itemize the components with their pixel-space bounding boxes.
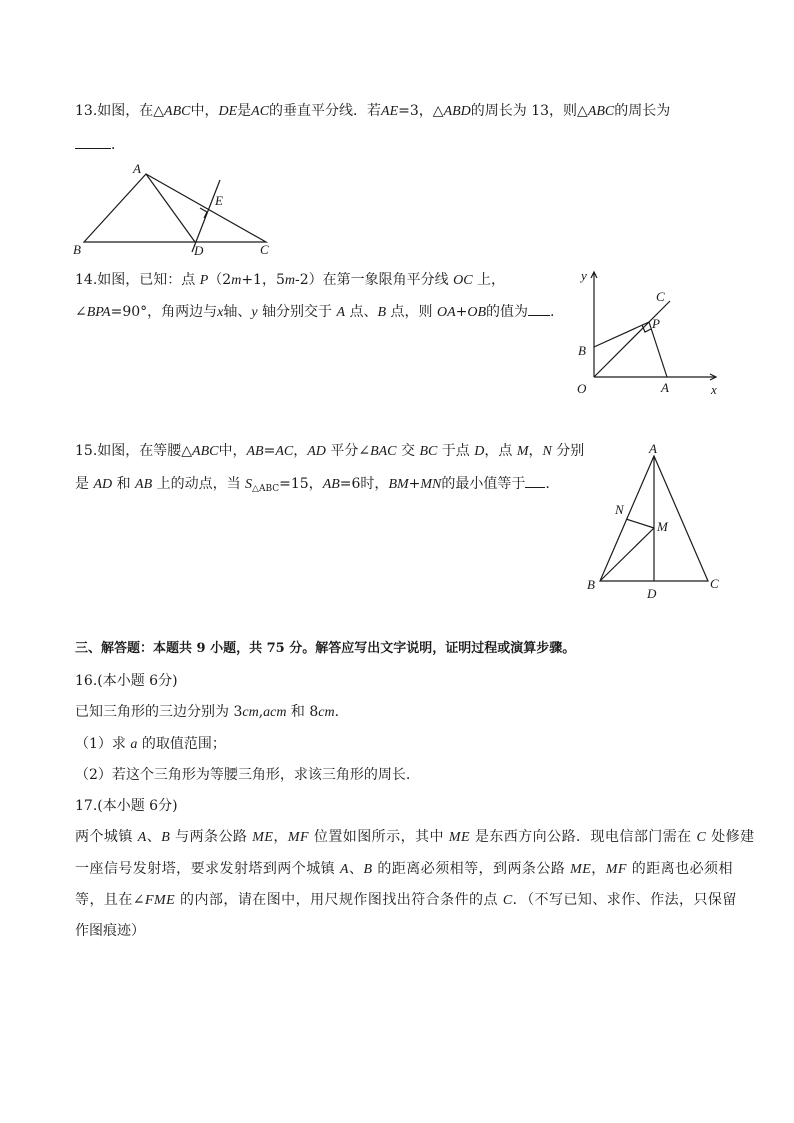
- segment-pb: [594, 322, 649, 347]
- text: ABD: [443, 104, 471, 119]
- text: .: [545, 476, 550, 492]
- q13-stem-line1: [75, 101, 670, 122]
- text: OC: [453, 273, 473, 288]
- q15-stem-line1: [75, 441, 584, 462]
- text: 已知三角形的三边分别为 3: [75, 704, 243, 720]
- text: ．: [111, 137, 125, 153]
- segment-bm: [600, 528, 654, 581]
- text: 于点: [441, 443, 470, 459]
- q17-heading: 17.(本小题 6分): [75, 798, 178, 814]
- text: D: [474, 444, 485, 459]
- text: DE: [218, 104, 238, 119]
- text: 13.如图，在△: [75, 103, 165, 119]
- text: 、: [146, 829, 162, 845]
- text: MN: [420, 477, 442, 492]
- q14-coordinate-figure: [570, 266, 730, 402]
- answer-blank[interactable]: [528, 301, 550, 316]
- text: AB: [322, 477, 340, 492]
- text: AC: [275, 444, 294, 459]
- text: AD: [93, 477, 113, 492]
- text: MF: [605, 862, 627, 877]
- text: AD: [307, 444, 326, 459]
- text: AB: [246, 444, 264, 459]
- label-a: A: [661, 380, 669, 395]
- text: 的最小值等于: [441, 476, 526, 492]
- label-o: O: [577, 381, 587, 396]
- text: 14.如图，已知：点: [75, 272, 196, 288]
- text: ABC: [587, 104, 615, 119]
- text: A: [137, 830, 147, 845]
- text: +1，5: [241, 272, 285, 288]
- q13-triangle-figure: [70, 160, 280, 260]
- label-y: y: [581, 268, 587, 283]
- text: 平分∠: [330, 443, 371, 459]
- text: a: [263, 705, 271, 720]
- text: P: [199, 273, 209, 288]
- text: ABC: [192, 444, 219, 459]
- text: 是: [237, 103, 252, 119]
- text: a: [130, 737, 138, 752]
- q17-stem-line4: 作图痕迹）: [75, 923, 145, 939]
- text: 的周长为: [614, 103, 671, 119]
- label-c: C: [260, 242, 269, 257]
- q15-isosceles-figure: [585, 440, 725, 605]
- text: y: [251, 305, 258, 320]
- label-b: B: [587, 577, 595, 592]
- q16-stem: [75, 702, 339, 723]
- segment-nm: [626, 519, 654, 528]
- q17-stem-line1: [75, 827, 755, 848]
- q16-part2: （2）若这个三角形为等腰三角形，求该三角形的周长.: [75, 767, 411, 783]
- text: OB: [467, 305, 487, 320]
- perpendicular-bisector-de: [192, 180, 220, 252]
- answer-blank[interactable]: [75, 134, 111, 149]
- text: 、: [349, 861, 364, 877]
- text: OA: [436, 305, 456, 320]
- text: ，: [273, 829, 288, 845]
- text: 交: [400, 443, 415, 459]
- text: 的周长为 13，则△: [470, 103, 588, 119]
- text: FME: [144, 893, 176, 908]
- text: ，: [591, 861, 606, 877]
- q14-stem-line1: [75, 270, 505, 291]
- text: BAC: [370, 444, 397, 459]
- text: 上的动点，当: [156, 476, 241, 492]
- text: ，: [293, 443, 308, 459]
- text: 的垂直平分线．若: [269, 103, 382, 119]
- text: MF: [287, 830, 309, 845]
- text: =: [263, 443, 276, 459]
- text: BM: [388, 477, 409, 492]
- q17-stem-line2: [75, 859, 733, 880]
- segment-ad: [146, 174, 195, 242]
- text: 和 8: [286, 704, 319, 720]
- text: 15.如图，在等腰△: [75, 443, 193, 459]
- text: B: [363, 862, 373, 877]
- text: cm: [242, 705, 259, 720]
- text: ∠: [75, 304, 87, 320]
- text: 上，: [477, 272, 505, 288]
- text: A: [340, 862, 350, 877]
- label-a: A: [133, 161, 141, 176]
- right-angle-mark: [642, 325, 651, 332]
- text: 的距离必须相等，到两条公路: [377, 861, 566, 877]
- text: A: [336, 305, 346, 320]
- text: 是: [75, 476, 89, 492]
- text: M: [516, 444, 529, 459]
- text: x: [217, 305, 224, 320]
- text: 轴、: [223, 304, 252, 320]
- label-d: D: [647, 586, 657, 601]
- text: C: [502, 893, 513, 908]
- text: m: [231, 273, 242, 288]
- q15-stem-line2: [75, 473, 550, 499]
- text: 中，: [218, 443, 247, 459]
- label-b: B: [578, 343, 586, 358]
- text: .: [334, 704, 340, 720]
- label-p: P: [652, 316, 660, 331]
- text: （2: [208, 272, 232, 288]
- text: m: [284, 273, 295, 288]
- text: AB: [135, 477, 153, 492]
- text: BC: [419, 444, 438, 459]
- text: 点，则: [390, 304, 433, 320]
- label-m: M: [657, 519, 668, 534]
- label-a: A: [649, 441, 657, 456]
- text: ，点: [484, 443, 513, 459]
- text: =15，: [279, 476, 323, 492]
- text: +: [455, 304, 468, 320]
- text: BPA: [86, 305, 111, 320]
- text: 一座信号发射塔，要求发射塔到两个城镇: [75, 861, 336, 877]
- text: AE: [381, 104, 399, 119]
- q17-stem-line3: [75, 890, 737, 911]
- text: （1）求: [75, 736, 126, 752]
- label-x: x: [711, 382, 717, 397]
- text: 中，: [190, 103, 219, 119]
- text: 的取值范围；: [141, 736, 226, 752]
- text: +: [408, 476, 421, 492]
- text: 的值为: [486, 304, 529, 320]
- text: 点、: [349, 304, 378, 320]
- q13-stem-line2: [75, 134, 125, 155]
- subscript: △ABC: [252, 484, 280, 494]
- answer-blank[interactable]: [525, 473, 545, 488]
- text: 的距离也必须相: [631, 861, 733, 877]
- text: ABC: [164, 104, 191, 119]
- text: ME: [448, 830, 470, 845]
- text: .: [550, 304, 555, 320]
- text: ，: [528, 443, 543, 459]
- text: ME: [570, 862, 592, 877]
- section-title: 三、解答题：本题共 9 小题，共 75 分。解答应写出文字说明，证明过程或演算步骤。: [75, 641, 576, 656]
- text: =90°，角两边与: [110, 304, 218, 320]
- label-e: E: [215, 193, 223, 208]
- label-c: C: [710, 576, 719, 591]
- label-b: B: [73, 242, 81, 257]
- text: 是东西方向公路．现电信部门需在: [474, 829, 692, 845]
- text: cm: [318, 705, 335, 720]
- text: 与两条公路: [175, 829, 248, 845]
- text: =6时，: [339, 476, 389, 492]
- text: ．（不写已知、求作、作法，只保留: [512, 892, 737, 908]
- text: 两个城镇: [75, 829, 133, 845]
- text: B: [377, 305, 387, 320]
- text: 等，且在∠: [75, 892, 145, 908]
- q16-heading: 16.(本小题 6分): [75, 673, 178, 689]
- text: 分别: [556, 443, 585, 459]
- text: AC: [251, 104, 270, 119]
- text: ME: [252, 830, 274, 845]
- text: 和: [116, 476, 131, 492]
- text: cm: [270, 705, 287, 720]
- text: B: [161, 830, 171, 845]
- text: ,: [258, 704, 264, 720]
- text: 位置如图所示，其中: [313, 829, 444, 845]
- text: 处修建: [711, 829, 755, 845]
- label-c: C: [656, 289, 665, 304]
- bisector-oc: [594, 301, 670, 377]
- text: =3，△: [398, 103, 444, 119]
- triangle-abc: [84, 174, 266, 242]
- text: 轴分别交于: [262, 304, 333, 320]
- text: 的内部，请在图中，用尺规作图找出符合条件的点: [180, 892, 498, 908]
- q16-part1: [75, 734, 226, 755]
- text: -2）在第一象限角平分线: [295, 272, 449, 288]
- label-n: N: [615, 502, 624, 517]
- q14-stem-line2: [75, 301, 555, 323]
- text: C: [696, 830, 707, 845]
- text: N: [542, 444, 552, 459]
- label-d: D: [194, 243, 204, 258]
- text: S: [245, 477, 253, 492]
